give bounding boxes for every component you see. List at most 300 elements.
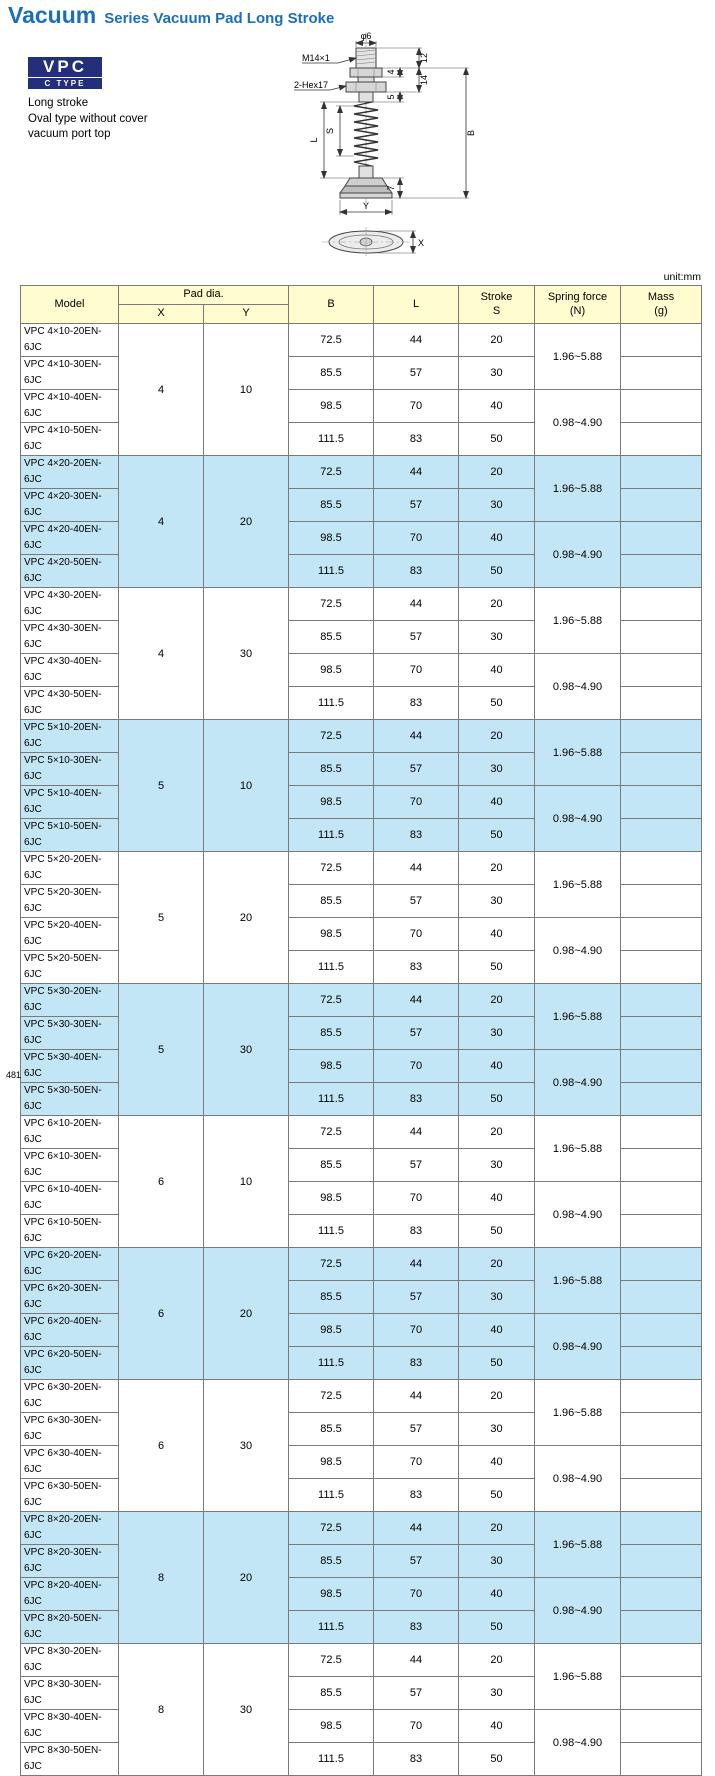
spring-force-cell: 0.98~4.90: [535, 1578, 621, 1644]
spring-force-cell: 1.96~5.88: [535, 720, 621, 786]
mass-cell: [621, 357, 702, 390]
spring-force-cell: 0.98~4.90: [535, 1314, 621, 1380]
b-cell: 72.5: [289, 588, 374, 621]
model-badge-code: VPC: [43, 57, 87, 76]
l-cell: 70: [374, 390, 459, 423]
pad-y-cell: 20: [204, 456, 289, 588]
pad-x-cell: 6: [119, 1380, 204, 1512]
b-cell: 98.5: [289, 1578, 374, 1611]
model-cell: VPC 4×20-30EN-6JC: [21, 489, 119, 522]
series-name: Vacuum: [8, 2, 97, 28]
spec-row: [21, 1116, 702, 1149]
l-cell: 57: [374, 1545, 459, 1578]
mass-cell: [621, 819, 702, 852]
b-cell: 72.5: [289, 720, 374, 753]
l-cell: 44: [374, 588, 459, 621]
model-badge: [28, 57, 102, 89]
mass-cell: [621, 1347, 702, 1380]
product-info: [28, 57, 248, 143]
b-cell: 111.5: [289, 1479, 374, 1512]
model-cell: VPC 6×20-20EN-6JC: [21, 1248, 119, 1281]
b-cell: 98.5: [289, 654, 374, 687]
b-cell: 111.5: [289, 687, 374, 720]
b-cell: 98.5: [289, 522, 374, 555]
l-cell: 83: [374, 1083, 459, 1116]
spring-force-cell: 1.96~5.88: [535, 588, 621, 654]
mass-cell: [621, 1446, 702, 1479]
l-cell: 70: [374, 786, 459, 819]
stroke-cell: 50: [459, 687, 535, 720]
stroke-cell: 20: [459, 324, 535, 357]
spec-row: [21, 720, 702, 753]
header-spring-force: [535, 286, 621, 324]
model-cell: VPC 6×10-50EN-6JC: [21, 1215, 119, 1248]
b-cell: 111.5: [289, 819, 374, 852]
model-cell: VPC 4×20-50EN-6JC: [21, 555, 119, 588]
spring-force-cell: 1.96~5.88: [535, 852, 621, 918]
l-cell: 44: [374, 852, 459, 885]
stroke-cell: 50: [459, 1083, 535, 1116]
b-cell: 72.5: [289, 456, 374, 489]
model-cell: VPC 6×20-50EN-6JC: [21, 1347, 119, 1380]
model-cell: VPC 6×30-30EN-6JC: [21, 1413, 119, 1446]
stroke-cell: 50: [459, 423, 535, 456]
mass-cell: [621, 1578, 702, 1611]
l-cell: 70: [374, 654, 459, 687]
desc-line: Oval type without cover: [28, 112, 148, 125]
stroke-cell: 30: [459, 621, 535, 654]
l-cell: 44: [374, 456, 459, 489]
mass-cell: [621, 753, 702, 786]
model-cell: VPC 5×30-20EN-6JC: [21, 984, 119, 1017]
model-cell: VPC 4×20-40EN-6JC: [21, 522, 119, 555]
model-badge-type: C TYPE: [28, 77, 102, 89]
l-cell: 44: [374, 1248, 459, 1281]
l-cell: 44: [374, 984, 459, 1017]
stroke-cell: 30: [459, 1545, 535, 1578]
l-cell: 83: [374, 1611, 459, 1644]
header-x: X: [119, 305, 204, 324]
model-cell: VPC 8×30-30EN-6JC: [21, 1677, 119, 1710]
l-cell: 44: [374, 1512, 459, 1545]
l-cell: 44: [374, 1380, 459, 1413]
model-cell: VPC 6×10-20EN-6JC: [21, 1116, 119, 1149]
spec-row: [21, 1380, 702, 1413]
mass-cell: [621, 555, 702, 588]
l-cell: 57: [374, 1017, 459, 1050]
stroke-cell: 40: [459, 1314, 535, 1347]
b-cell: 85.5: [289, 885, 374, 918]
pad-x-cell: 4: [119, 324, 204, 456]
spring-force-cell: 1.96~5.88: [535, 324, 621, 390]
desc-line: Long stroke: [28, 97, 89, 109]
l-cell: 70: [374, 1446, 459, 1479]
l-cell: 83: [374, 1479, 459, 1512]
stroke-cell: 40: [459, 918, 535, 951]
mass-cell: [621, 918, 702, 951]
stroke-cell: 50: [459, 1743, 535, 1776]
dim-14-label: 14: [419, 74, 429, 86]
stroke-cell: 50: [459, 555, 535, 588]
stroke-cell: 40: [459, 786, 535, 819]
mass-cell: [621, 390, 702, 423]
mass-cell: [621, 951, 702, 984]
l-cell: 44: [374, 1116, 459, 1149]
header-spring-line1: Spring force: [547, 290, 608, 303]
spring-force-cell: 0.98~4.90: [535, 522, 621, 588]
spring-force-cell: 1.96~5.88: [535, 1380, 621, 1446]
b-cell: 72.5: [289, 1116, 374, 1149]
header-stroke-line2: S: [492, 304, 501, 317]
header-mass: [621, 286, 702, 324]
dim-b-label: B: [466, 129, 476, 137]
b-cell: 111.5: [289, 1743, 374, 1776]
l-cell: 83: [374, 687, 459, 720]
l-cell: 57: [374, 1149, 459, 1182]
stroke-cell: 20: [459, 984, 535, 1017]
stroke-cell: 20: [459, 1116, 535, 1149]
l-cell: 57: [374, 753, 459, 786]
l-cell: 83: [374, 423, 459, 456]
pad-x-cell: 5: [119, 852, 204, 984]
dim-hex-label: 2-Hex17: [294, 80, 329, 90]
spring-force-cell: 0.98~4.90: [535, 1710, 621, 1776]
mass-cell: [621, 687, 702, 720]
l-cell: 83: [374, 1215, 459, 1248]
b-cell: 111.5: [289, 951, 374, 984]
l-cell: 83: [374, 819, 459, 852]
model-cell: VPC 6×30-50EN-6JC: [21, 1479, 119, 1512]
pad-x-cell: 4: [119, 456, 204, 588]
stroke-cell: 20: [459, 720, 535, 753]
header-b: B: [289, 286, 374, 324]
l-cell: 70: [374, 1050, 459, 1083]
spring-force-cell: 1.96~5.88: [535, 984, 621, 1050]
header-mass-line2: (g): [654, 304, 668, 317]
model-cell: VPC 5×20-40EN-6JC: [21, 918, 119, 951]
header-stroke: [459, 286, 535, 324]
mass-cell: [621, 1116, 702, 1149]
l-cell: 70: [374, 1710, 459, 1743]
pad-x-cell: 5: [119, 984, 204, 1116]
b-cell: 98.5: [289, 1050, 374, 1083]
mass-cell: [621, 1149, 702, 1182]
spec-row: [21, 588, 702, 621]
b-cell: 85.5: [289, 1413, 374, 1446]
l-cell: 70: [374, 522, 459, 555]
model-cell: VPC 6×10-40EN-6JC: [21, 1182, 119, 1215]
spring-force-cell: 0.98~4.90: [535, 1182, 621, 1248]
spec-row: [21, 324, 702, 357]
model-cell: VPC 4×20-20EN-6JC: [21, 456, 119, 489]
pad-y-cell: 30: [204, 1644, 289, 1776]
model-cell: VPC 8×20-30EN-6JC: [21, 1545, 119, 1578]
model-cell: VPC 8×20-50EN-6JC: [21, 1611, 119, 1644]
model-cell: VPC 5×20-30EN-6JC: [21, 885, 119, 918]
b-cell: 98.5: [289, 918, 374, 951]
model-cell: VPC 5×30-40EN-6JC: [21, 1050, 119, 1083]
model-cell: VPC 5×10-40EN-6JC: [21, 786, 119, 819]
model-cell: VPC 5×20-50EN-6JC: [21, 951, 119, 984]
mass-cell: [621, 1512, 702, 1545]
b-cell: 98.5: [289, 786, 374, 819]
stroke-cell: 30: [459, 1677, 535, 1710]
l-cell: 57: [374, 885, 459, 918]
l-cell: 57: [374, 1677, 459, 1710]
model-cell: VPC 4×10-30EN-6JC: [21, 357, 119, 390]
stroke-cell: 20: [459, 588, 535, 621]
model-cell: VPC 6×20-30EN-6JC: [21, 1281, 119, 1314]
spring-force-cell: 1.96~5.88: [535, 1512, 621, 1578]
spec-row: [21, 456, 702, 489]
b-cell: 111.5: [289, 1347, 374, 1380]
mass-cell: [621, 1710, 702, 1743]
dim-phi6-label: φ6: [360, 31, 372, 41]
b-cell: 72.5: [289, 852, 374, 885]
spec-row: [21, 1644, 702, 1677]
model-cell: VPC 4×10-20EN-6JC: [21, 324, 119, 357]
spec-row: [21, 852, 702, 885]
stroke-cell: 40: [459, 1182, 535, 1215]
stroke-cell: 50: [459, 951, 535, 984]
stroke-cell: 30: [459, 1017, 535, 1050]
spec-row: [21, 1512, 702, 1545]
spring-force-cell: 1.96~5.88: [535, 1116, 621, 1182]
stroke-cell: 30: [459, 1413, 535, 1446]
dim-m14-label: M14×1: [302, 53, 330, 63]
spring-force-cell: 1.96~5.88: [535, 1248, 621, 1314]
pad-x-cell: 4: [119, 588, 204, 720]
pad-x-cell: 5: [119, 720, 204, 852]
mass-cell: [621, 1743, 702, 1776]
stroke-cell: 40: [459, 1578, 535, 1611]
l-cell: 83: [374, 1743, 459, 1776]
stroke-cell: 20: [459, 1380, 535, 1413]
product-description: [28, 96, 248, 143]
mass-cell: [621, 1545, 702, 1578]
mass-cell: [621, 1314, 702, 1347]
model-cell: VPC 8×30-50EN-6JC: [21, 1743, 119, 1776]
mass-cell: [621, 1644, 702, 1677]
b-cell: 85.5: [289, 1545, 374, 1578]
dim-12-label: 12: [419, 52, 429, 64]
b-cell: 72.5: [289, 1248, 374, 1281]
technical-drawing-svg: [266, 28, 506, 266]
spring-force-cell: 0.98~4.90: [535, 654, 621, 720]
b-cell: 85.5: [289, 1281, 374, 1314]
pad-y-cell: 20: [204, 1512, 289, 1644]
b-cell: 98.5: [289, 1182, 374, 1215]
mass-cell: [621, 984, 702, 1017]
mass-cell: [621, 1248, 702, 1281]
page-title: [8, 2, 334, 29]
mass-cell: [621, 324, 702, 357]
model-cell: VPC 4×30-20EN-6JC: [21, 588, 119, 621]
model-cell: VPC 5×10-20EN-6JC: [21, 720, 119, 753]
model-cell: VPC 5×30-30EN-6JC: [21, 1017, 119, 1050]
stroke-cell: 50: [459, 1479, 535, 1512]
header-pad-dia: Pad dia.: [119, 286, 289, 305]
model-cell: VPC 4×30-40EN-6JC: [21, 654, 119, 687]
b-cell: 111.5: [289, 555, 374, 588]
b-cell: 111.5: [289, 1083, 374, 1116]
model-cell: VPC 6×30-20EN-6JC: [21, 1380, 119, 1413]
model-cell: VPC 5×30-50EN-6JC: [21, 1083, 119, 1116]
model-cell: VPC 6×10-30EN-6JC: [21, 1149, 119, 1182]
mass-cell: [621, 1611, 702, 1644]
stroke-cell: 20: [459, 1248, 535, 1281]
spring-force-cell: 0.98~4.90: [535, 786, 621, 852]
b-cell: 111.5: [289, 1215, 374, 1248]
mass-cell: [621, 1479, 702, 1512]
model-cell: VPC 5×10-50EN-6JC: [21, 819, 119, 852]
stroke-cell: 30: [459, 885, 535, 918]
mass-cell: [621, 1215, 702, 1248]
dim-5-label: 5: [386, 94, 396, 100]
stroke-cell: 40: [459, 1050, 535, 1083]
l-cell: 83: [374, 555, 459, 588]
l-cell: 57: [374, 621, 459, 654]
model-cell: VPC 4×30-30EN-6JC: [21, 621, 119, 654]
stroke-cell: 40: [459, 390, 535, 423]
stroke-cell: 20: [459, 1512, 535, 1545]
l-cell: 44: [374, 1644, 459, 1677]
mass-cell: [621, 621, 702, 654]
desc-line: vacuum port top: [28, 128, 111, 141]
l-cell: 57: [374, 1413, 459, 1446]
l-cell: 70: [374, 1182, 459, 1215]
b-cell: 98.5: [289, 390, 374, 423]
b-cell: 85.5: [289, 753, 374, 786]
b-cell: 98.5: [289, 1446, 374, 1479]
spec-table: [20, 285, 702, 1776]
header-spring-line2: (N): [569, 304, 586, 317]
spring-force-cell: 0.98~4.90: [535, 918, 621, 984]
model-cell: VPC 8×30-40EN-6JC: [21, 1710, 119, 1743]
mass-cell: [621, 456, 702, 489]
stroke-cell: 50: [459, 1215, 535, 1248]
l-cell: 44: [374, 720, 459, 753]
l-cell: 44: [374, 324, 459, 357]
mass-cell: [621, 1281, 702, 1314]
b-cell: 72.5: [289, 1644, 374, 1677]
model-cell: VPC 5×20-20EN-6JC: [21, 852, 119, 885]
b-cell: 111.5: [289, 1611, 374, 1644]
header-model: Model: [21, 286, 119, 324]
model-cell: VPC 4×10-40EN-6JC: [21, 390, 119, 423]
mass-cell: [621, 1380, 702, 1413]
unit-label: unit:mm: [663, 271, 701, 283]
model-cell: VPC 8×20-40EN-6JC: [21, 1578, 119, 1611]
dim-x-label: X: [418, 238, 425, 248]
pad-y-cell: 30: [204, 588, 289, 720]
b-cell: 72.5: [289, 1380, 374, 1413]
dim-y-label: Y: [362, 201, 370, 211]
spring-force-cell: 0.98~4.90: [535, 1446, 621, 1512]
spring-force-cell: 0.98~4.90: [535, 1050, 621, 1116]
pad-y-cell: 10: [204, 720, 289, 852]
model-cell: VPC 5×10-30EN-6JC: [21, 753, 119, 786]
pad-y-cell: 20: [204, 1248, 289, 1380]
pad-x-cell: 6: [119, 1116, 204, 1248]
spec-table-body: [21, 324, 702, 1776]
pad-y-cell: 10: [204, 1116, 289, 1248]
stroke-cell: 50: [459, 1347, 535, 1380]
header-y: Y: [204, 305, 289, 324]
mass-cell: [621, 654, 702, 687]
model-cell: VPC 6×30-40EN-6JC: [21, 1446, 119, 1479]
b-cell: 85.5: [289, 489, 374, 522]
stroke-cell: 50: [459, 819, 535, 852]
mass-cell: [621, 1050, 702, 1083]
model-cell: VPC 8×30-20EN-6JC: [21, 1644, 119, 1677]
stroke-cell: 40: [459, 1446, 535, 1479]
b-cell: 85.5: [289, 357, 374, 390]
l-cell: 83: [374, 1347, 459, 1380]
spring-force-cell: 1.96~5.88: [535, 456, 621, 522]
stroke-cell: 50: [459, 1611, 535, 1644]
b-cell: 72.5: [289, 984, 374, 1017]
stroke-cell: 20: [459, 852, 535, 885]
mass-cell: [621, 1413, 702, 1446]
page-number: 481: [6, 1070, 22, 1080]
header-l: L: [374, 286, 459, 324]
model-cell: VPC 6×20-40EN-6JC: [21, 1314, 119, 1347]
l-cell: 70: [374, 1578, 459, 1611]
mass-cell: [621, 522, 702, 555]
b-cell: 98.5: [289, 1710, 374, 1743]
pad-y-cell: 30: [204, 1380, 289, 1512]
mass-cell: [621, 1677, 702, 1710]
b-cell: 72.5: [289, 1512, 374, 1545]
pad-x-cell: 8: [119, 1644, 204, 1776]
mass-cell: [621, 423, 702, 456]
pad-x-cell: 6: [119, 1248, 204, 1380]
spec-row: [21, 984, 702, 1017]
stroke-cell: 30: [459, 1281, 535, 1314]
b-cell: 85.5: [289, 1677, 374, 1710]
l-cell: 57: [374, 357, 459, 390]
spec-row: [21, 1248, 702, 1281]
stroke-cell: 40: [459, 1710, 535, 1743]
l-cell: 57: [374, 1281, 459, 1314]
series-description: Series Vacuum Pad Long Stroke: [104, 10, 335, 27]
b-cell: 85.5: [289, 1149, 374, 1182]
mass-cell: [621, 1017, 702, 1050]
l-cell: 57: [374, 489, 459, 522]
b-cell: 72.5: [289, 324, 374, 357]
pad-y-cell: 20: [204, 852, 289, 984]
mass-cell: [621, 885, 702, 918]
model-cell: VPC 8×20-20EN-6JC: [21, 1512, 119, 1545]
spec-table-header: [21, 286, 702, 324]
dim-s-label: S: [325, 127, 335, 135]
b-cell: 98.5: [289, 1314, 374, 1347]
b-cell: 85.5: [289, 621, 374, 654]
stroke-cell: 30: [459, 357, 535, 390]
b-cell: 85.5: [289, 1017, 374, 1050]
mass-cell: [621, 1182, 702, 1215]
pad-y-cell: 10: [204, 324, 289, 456]
dim-7-label: 7: [386, 185, 396, 191]
stroke-cell: 30: [459, 1149, 535, 1182]
mass-cell: [621, 1083, 702, 1116]
l-cell: 70: [374, 1314, 459, 1347]
stroke-cell: 30: [459, 753, 535, 786]
pad-x-cell: 8: [119, 1512, 204, 1644]
mass-cell: [621, 786, 702, 819]
stroke-cell: 40: [459, 522, 535, 555]
